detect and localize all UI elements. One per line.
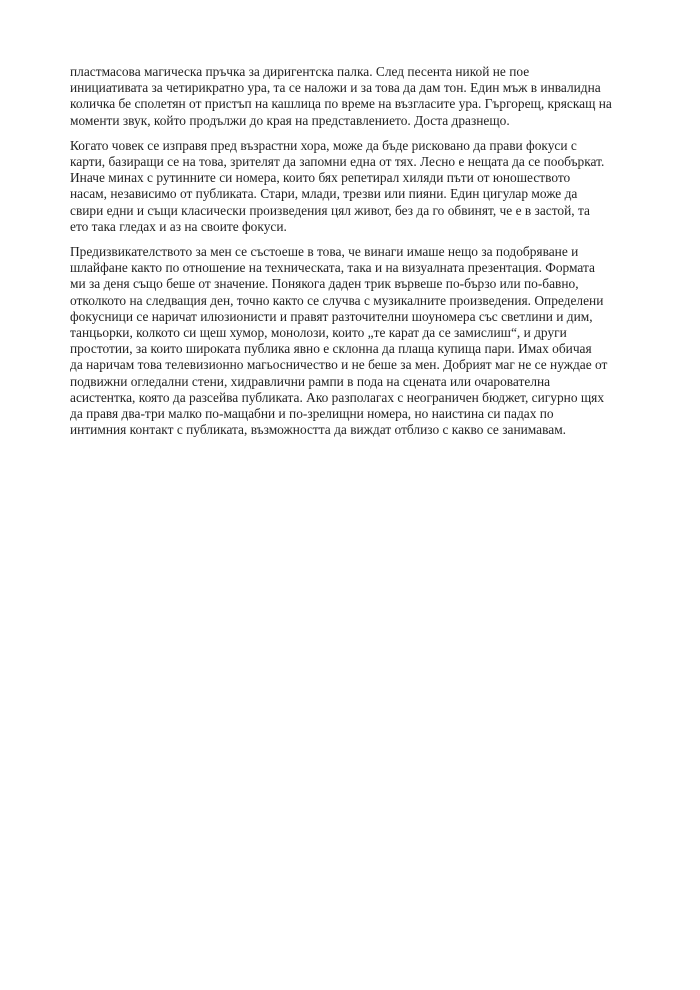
text-line: Когато човек се изправя пред възрастни хора, може да бъде рисковано да прави фокуси с bbox=[70, 137, 577, 153]
text-line: фокусници се наричат илюзионисти и правят разточителни шоуномера със светлини и дим, bbox=[70, 308, 593, 324]
text-line: карти, базиращи се на това, зрителят да запомни една от тях. Лесно е нещата да се пообъркат. bbox=[70, 154, 605, 170]
text-line: ми за деня също беше от значение. Понякога даден трик вървеше по-бързо или по-бавно, bbox=[70, 276, 579, 292]
text-line: отколкото на следващия ден, точно както се случва с музикалните произведения. Определени bbox=[70, 292, 604, 308]
text-line: асистентка, която да разсейва публиката. Ако разполагах с неограничен бюджет, сигурно щях bbox=[70, 389, 605, 405]
text-line: пластмасова магическа пръчка за диригентска палка. След песента никой не пое bbox=[70, 64, 530, 79]
text-line: свири едни и същи класически произведения цял живот, без да го обвинят, че е в застой, та bbox=[70, 202, 590, 218]
text-line: интимния контакт с публиката, възможността да виждат отблизо с какво се занимавам. bbox=[70, 422, 567, 438]
text-line: ето така гледах и аз на своите фокуси. bbox=[70, 218, 287, 234]
text-line: да наричам това телевизионно магьосничество и не беше за мен. Добрият маг не се нуждае от bbox=[70, 357, 608, 373]
text-line: шлайфане както по отношение на техническата, така и на визуалната презентация. Формата bbox=[70, 260, 595, 276]
text-line: простотии, за които широката публика явно е склонна да плаща купища пари. Имах обичая bbox=[70, 341, 592, 357]
text-line: насам, независимо от публиката. Стари, млади, трезви или пияни. Един цигулар може да bbox=[70, 186, 578, 202]
text-line: инициативата за четирикратно ура, та се наложи и за това да дам тон. Един мъж в инвалидна bbox=[70, 80, 601, 96]
paragraph bbox=[70, 138, 630, 235]
text-line: количка бе сполетян от пристъп на кашлица по време на възгласите ура. Гъргорещ, кряскащ на bbox=[70, 96, 612, 112]
text-line: Иначе минах с рутинните си номера, които бях репетирал хиляди пъти от юношеството bbox=[70, 170, 571, 186]
text-line: Предизвикателството за мен се състоеше в това, че винаги имаше нещо за подобряване и bbox=[70, 244, 579, 260]
text-line: моменти звук, който продължи до края на представлението. Доста дразнещо. bbox=[70, 112, 510, 128]
text-line: да правя два-три малко по-мащабни и по-зрелищни номера, но наистина си падах по bbox=[70, 406, 554, 422]
paragraph bbox=[70, 64, 630, 129]
text-line: подвижни огледални стени, хидравлични рампи в пода на сцената или очарователна bbox=[70, 373, 551, 389]
body-text bbox=[70, 64, 630, 447]
text-line: танцьорки, колкото си щеш хумор, монолози, които „те карат да се замислиш“, и други bbox=[70, 325, 567, 341]
paragraph bbox=[70, 244, 630, 438]
